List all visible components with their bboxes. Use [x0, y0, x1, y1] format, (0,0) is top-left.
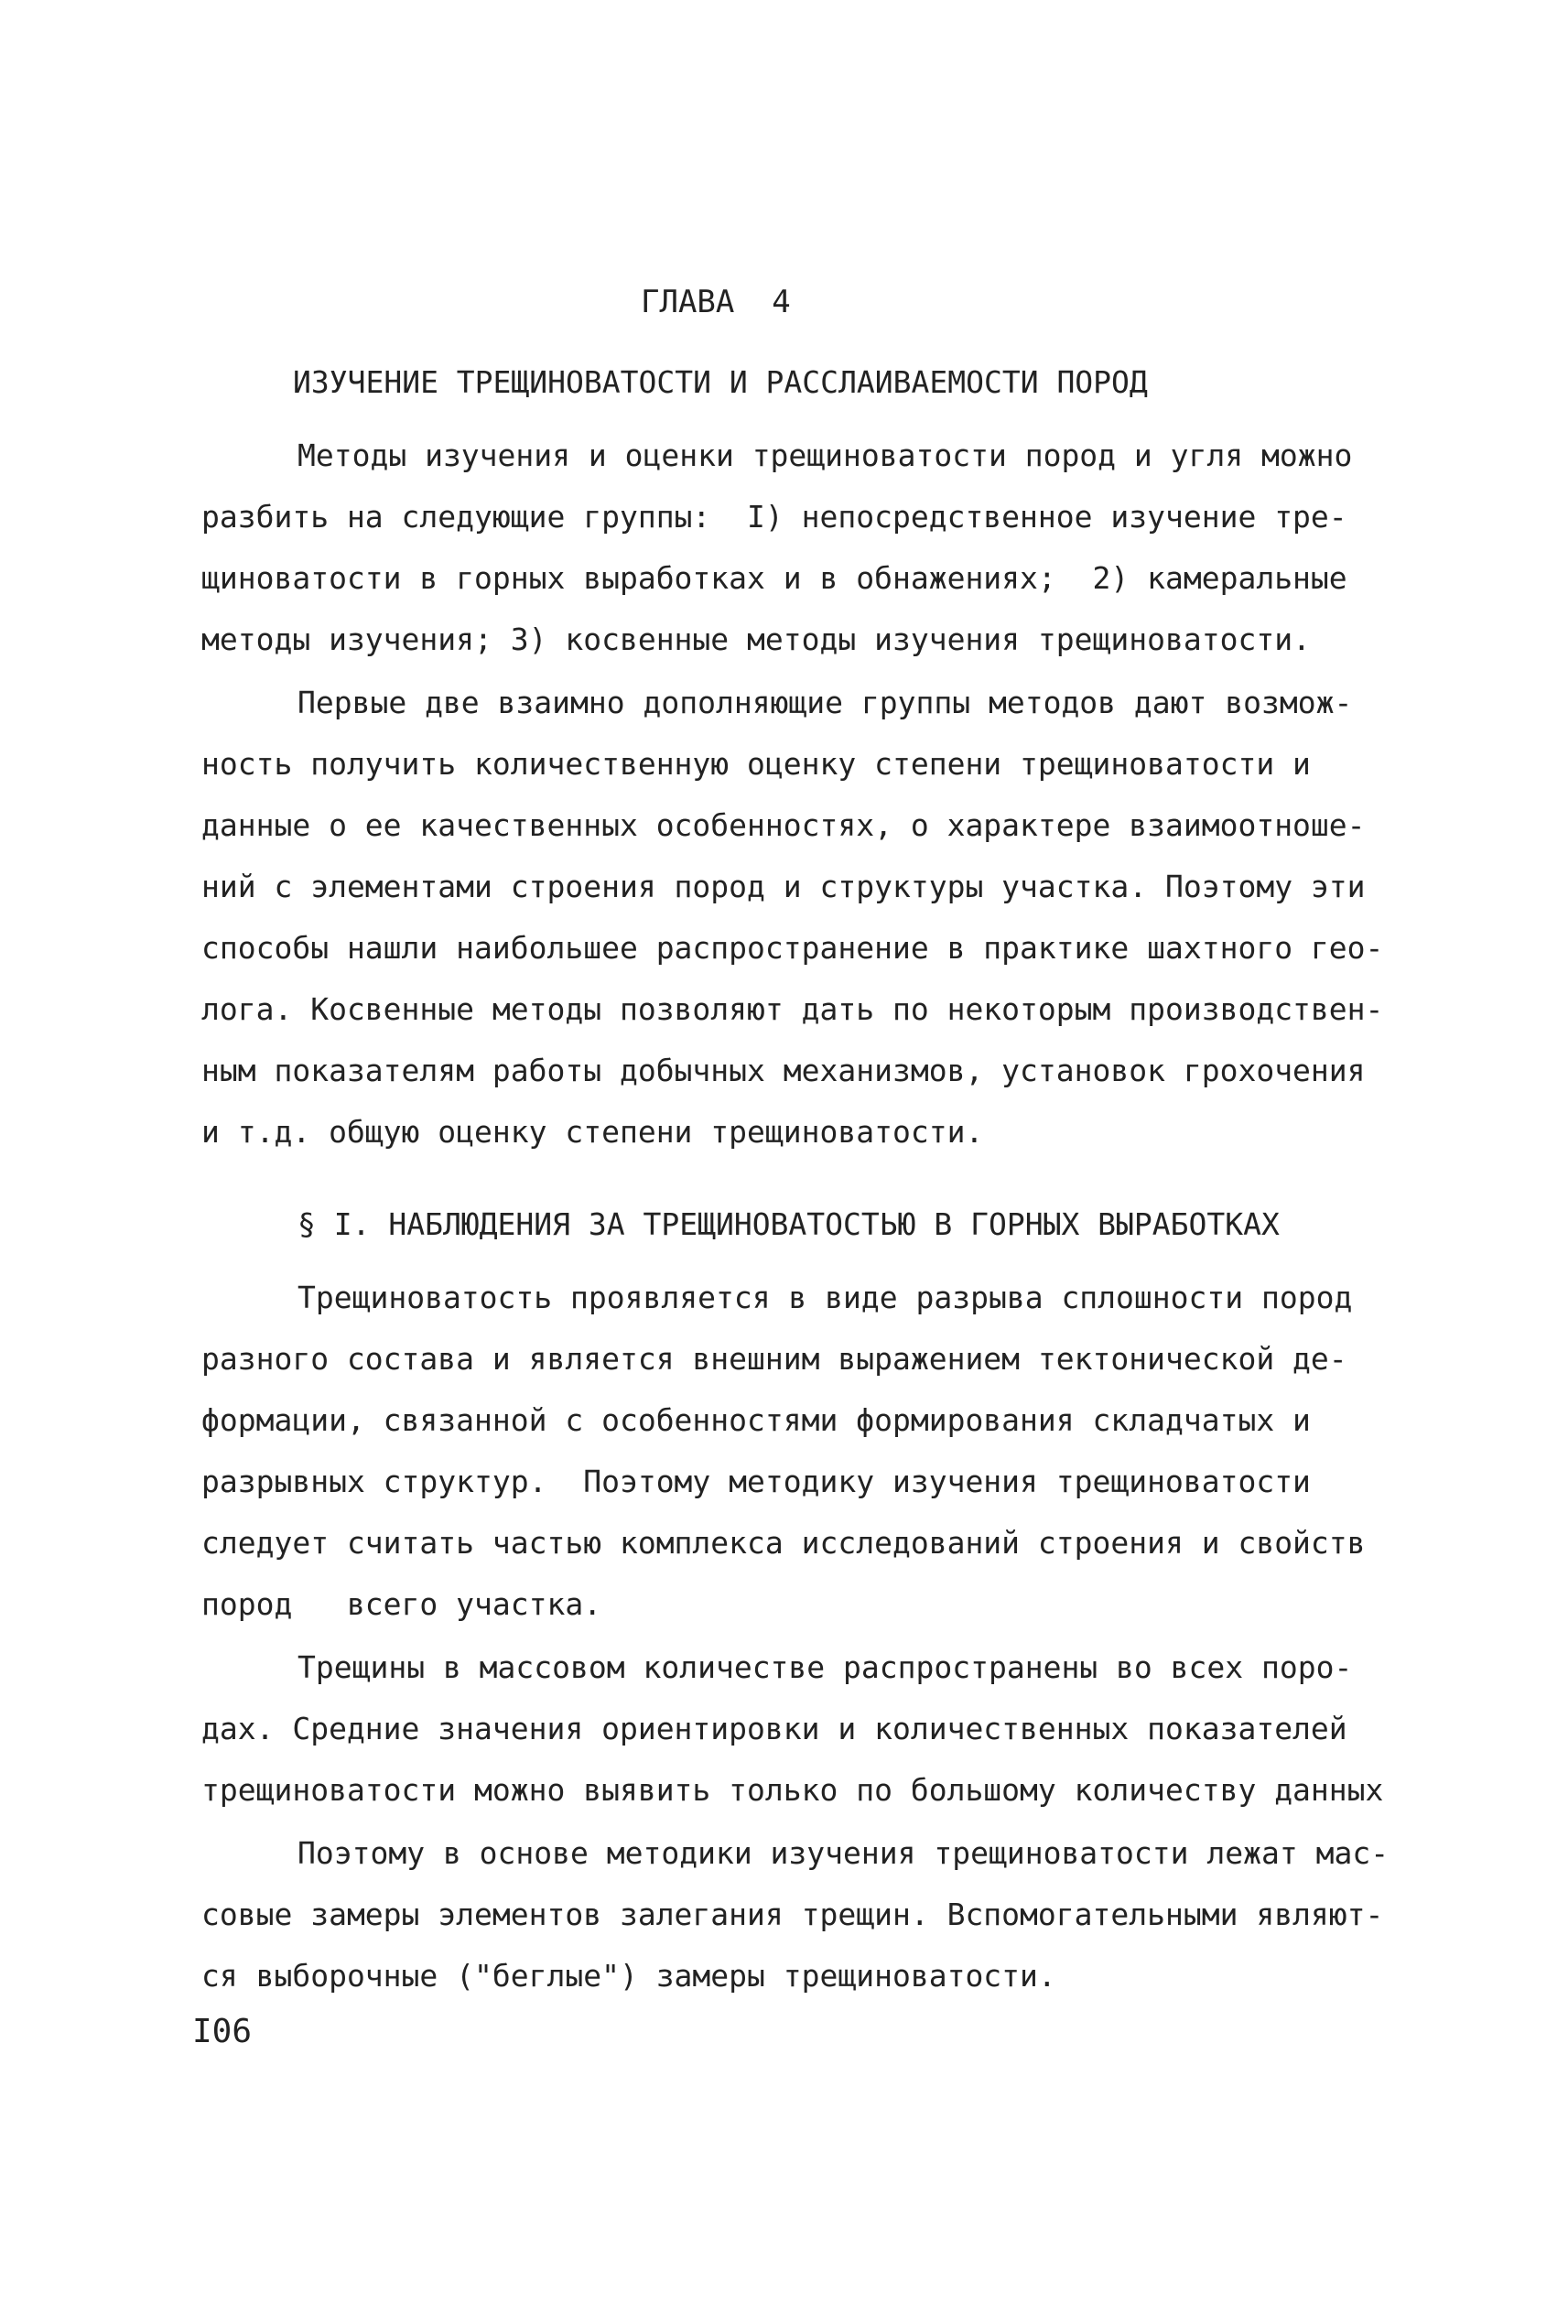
page-number: I06 [192, 2013, 253, 2050]
section-paragraph-2-line-3: трещиноватости можно выявить только по большому количеству данных [201, 1772, 1384, 1808]
section-paragraph-2-line-2: дах. Средние значения ориентировки и количественных показателей [201, 1711, 1347, 1746]
chapter-subtitle: ИЗУЧЕНИЕ ТРЕЩИНОВАТОСТИ И РАССЛАИВАЕМОСТИ ПОРОД [293, 364, 1148, 400]
section-paragraph-1-line-6: пород всего участка. [201, 1586, 602, 1622]
section-paragraph-3-line-3: ся выборочные ("беглые") замеры трещиноватости. [201, 1958, 1056, 1994]
paragraph-2-line-4: ний с элементами строения пород и структуры участка. Поэтому эти [201, 869, 1366, 904]
paragraph-2-line-7: ным показателям работы добычных механизмов, установок грохочения [201, 1053, 1366, 1088]
section-paragraph-2-line-1: Трещины в массовом количестве распространены во всех поро- [297, 1649, 1353, 1685]
chapter-title: ГЛАВА 4 [641, 284, 791, 320]
section-paragraph-3-line-1: Поэтому в основе методики изучения трещиноватости лежат мас- [297, 1835, 1390, 1871]
paragraph-2-line-5: способы нашли наибольшее распространение в практике шахтного гео- [201, 930, 1384, 966]
paragraph-1-line-2: разбить на следующие группы: I) непосредственное изучение тре- [201, 499, 1347, 535]
paragraph-2-line-8: и т.д. общую оценку степени трещиноватости. [201, 1114, 984, 1150]
section-paragraph-1-line-5: следует считать частью комплекса исследований строения и свойств [201, 1525, 1366, 1561]
section-paragraph-1-line-4: разрывных структур. Поэтому методику изучения трещиноватости [201, 1464, 1311, 1499]
section-paragraph-1-line-3: формации, связанной с особенностями формирования складчатых и [201, 1402, 1311, 1438]
section-title: § I. НАБЛЮДЕНИЯ ЗА ТРЕЩИНОВАТОСТЬЮ В ГОРНЫХ ВЫРАБОТКАХ [297, 1206, 1280, 1242]
paragraph-2-line-6: лога. Косвенные методы позволяют дать по некоторым производствен- [201, 991, 1384, 1027]
paragraph-2-line-3: данные о ее качественных особенностях, о характере взаимоотноше- [201, 807, 1366, 843]
paragraph-1-line-4: методы изучения; 3) косвенные методы изучения трещиноватости. [201, 622, 1311, 657]
paragraph-1-line-1: Методы изучения и оценки трещиноватости пород и угля можно [297, 438, 1353, 473]
paragraph-2-line-1: Первые две взаимно дополняющие группы методов дают возмож- [297, 685, 1353, 720]
section-paragraph-1-line-1: Трещиноватость проявляется в виде разрыва сплошности пород [297, 1280, 1353, 1315]
paragraph-1-line-3: щиноватости в горных выработках и в обнажениях; 2) камеральные [201, 560, 1347, 596]
section-paragraph-1-line-2: разного состава и является внешним выражением тектонической де- [201, 1341, 1347, 1377]
section-paragraph-3-line-2: совые замеры элементов залегания трещин. Вспомогательными являют- [201, 1897, 1384, 1932]
paragraph-2-line-2: ность получить количественную оценку степени трещиноватости и [201, 746, 1311, 782]
